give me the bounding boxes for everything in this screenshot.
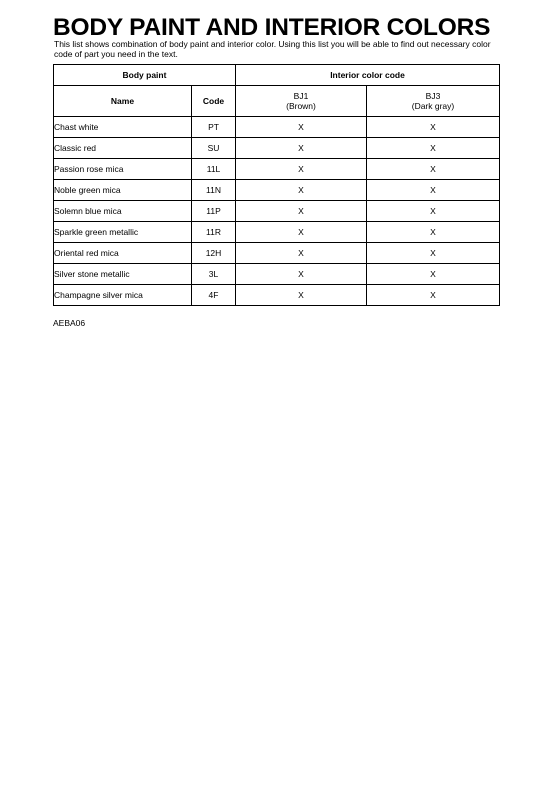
- bj3-mark-cell: X: [367, 138, 500, 159]
- bj1-mark-cell: X: [236, 201, 367, 222]
- name-column-header: Name: [54, 86, 192, 117]
- table-row: [54, 117, 500, 138]
- bj1-code-label: BJ1: [293, 91, 309, 101]
- paint-code-cell: PT: [192, 117, 236, 138]
- table-row: [54, 201, 500, 222]
- table-row: [54, 285, 500, 306]
- bj1-mark-cell: X: [236, 159, 367, 180]
- paint-name-cell: Chast white: [54, 117, 192, 138]
- paint-code-cell: 12H: [192, 243, 236, 264]
- paint-name-cell: Champagne silver mica: [54, 285, 192, 306]
- table-row: [54, 222, 500, 243]
- bj3-mark-cell: X: [367, 264, 500, 285]
- color-combination-table: [53, 64, 500, 306]
- bj1-mark-cell: X: [236, 285, 367, 306]
- paint-code-cell: SU: [192, 138, 236, 159]
- bj1-mark-cell: X: [236, 243, 367, 264]
- bj1-mark-cell: X: [236, 138, 367, 159]
- paint-name-cell: Passion rose mica: [54, 159, 192, 180]
- bj1-mark-cell: X: [236, 180, 367, 201]
- paint-name-cell: Silver stone metallic: [54, 264, 192, 285]
- table-row: [54, 180, 500, 201]
- bj1-mark-cell: X: [236, 264, 367, 285]
- bj1-color-label: (Brown): [286, 101, 316, 111]
- interior-color-code-header: Interior color code: [236, 65, 500, 86]
- body-paint-header: Body paint: [54, 65, 236, 86]
- bj3-mark-cell: X: [367, 285, 500, 306]
- bj3-mark-cell: X: [367, 159, 500, 180]
- bj3-mark-cell: X: [367, 243, 500, 264]
- bj1-column-header: [236, 86, 367, 117]
- bj3-mark-cell: X: [367, 117, 500, 138]
- bj1-mark-cell: X: [236, 117, 367, 138]
- code-column-header: Code: [192, 86, 236, 117]
- bj3-color-label: (Dark gray): [411, 101, 455, 111]
- paint-name-cell: Noble green mica: [54, 180, 192, 201]
- paint-name-cell: Sparkle green metallic: [54, 222, 192, 243]
- table-row: [54, 243, 500, 264]
- bj3-column-header: [367, 86, 500, 117]
- paint-name-cell: Solemn blue mica: [54, 201, 192, 222]
- bj1-mark-cell: X: [236, 222, 367, 243]
- table-row: [54, 159, 500, 180]
- paint-code-cell: 11R: [192, 222, 236, 243]
- paint-code-cell: 3L: [192, 264, 236, 285]
- paint-code-cell: 11N: [192, 180, 236, 201]
- paint-name-cell: Classic red: [54, 138, 192, 159]
- group-header-row: [54, 65, 500, 86]
- bj3-code-label: BJ3: [425, 91, 441, 101]
- paint-name-cell: Oriental red mica: [54, 243, 192, 264]
- figure-code: AEBA06: [53, 318, 86, 328]
- bj3-mark-cell: X: [367, 180, 500, 201]
- paint-code-cell: 11P: [192, 201, 236, 222]
- intro-text: This list shows combination of body paint and interior color. Using this list you will be able to find out necessary color code of part you need in the text.: [54, 39, 491, 59]
- table-row: [54, 264, 500, 285]
- bj3-mark-cell: X: [367, 222, 500, 243]
- bj3-mark-cell: X: [367, 201, 500, 222]
- paint-code-cell: 11L: [192, 159, 236, 180]
- paint-code-cell: 4F: [192, 285, 236, 306]
- column-header-row: [54, 86, 500, 117]
- page-title: BODY PAINT AND INTERIOR COLORS: [53, 14, 491, 41]
- table-row: [54, 138, 500, 159]
